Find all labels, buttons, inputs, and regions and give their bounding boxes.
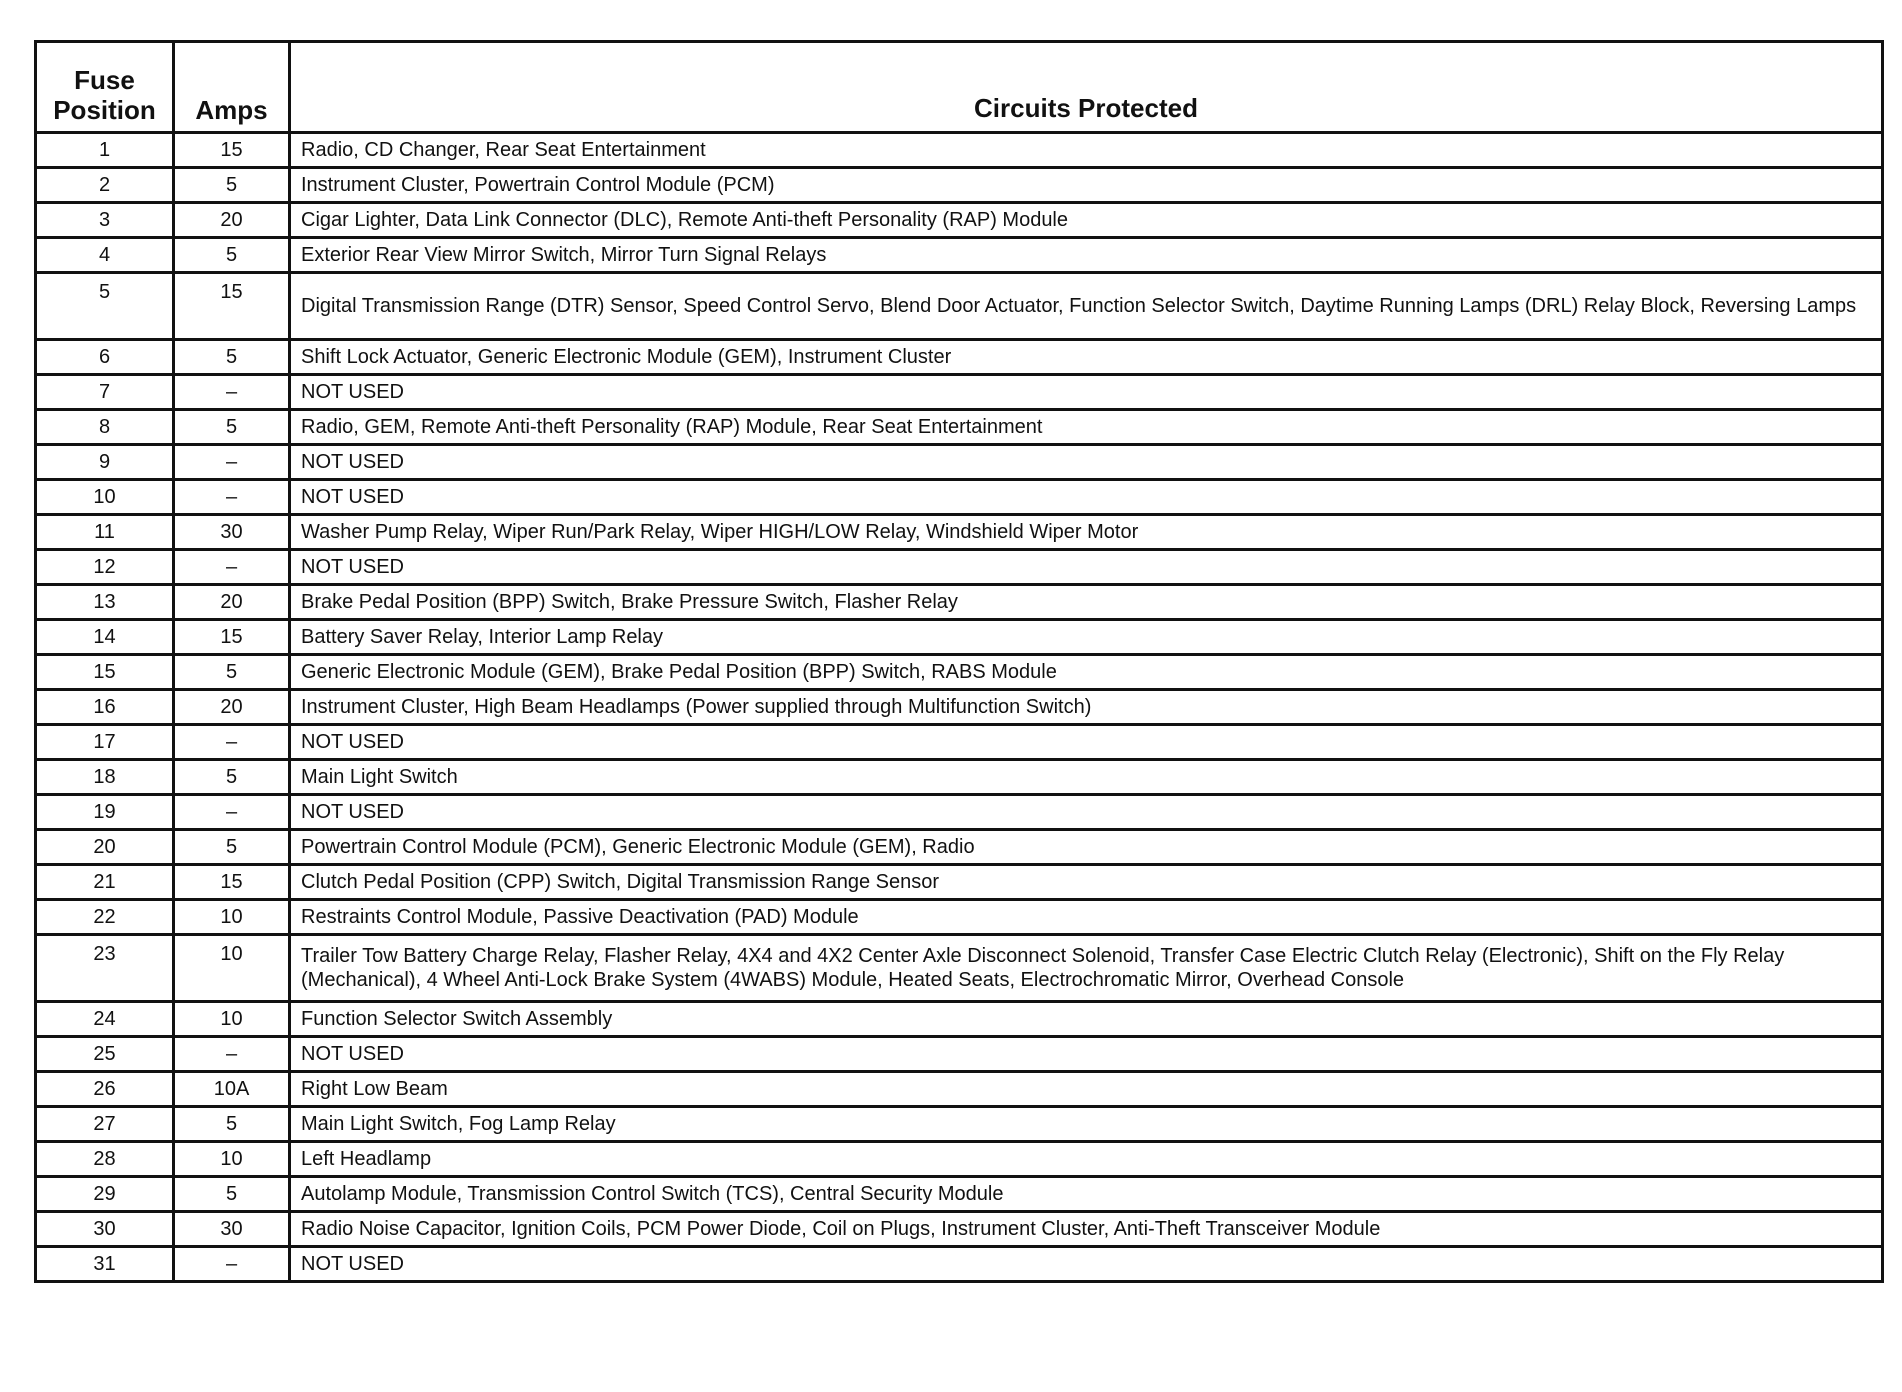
table-row [36, 445, 1883, 480]
fuse-position-cell: 1 [36, 133, 174, 168]
amps-cell: 20 [174, 203, 290, 238]
table-row [36, 203, 1883, 238]
circuits-protected-cell: Exterior Rear View Mirror Switch, Mirror Turn Signal Relays [290, 238, 1883, 273]
amps-cell: 5 [174, 410, 290, 445]
fuse-position-cell: 24 [36, 1002, 174, 1037]
circuits-protected-cell: Shift Lock Actuator, Generic Electronic Module (GEM), Instrument Cluster [290, 340, 1883, 375]
amps-cell: 10 [174, 1002, 290, 1037]
fuse-position-cell: 21 [36, 865, 174, 900]
circuits-protected-cell: Instrument Cluster, High Beam Headlamps (Power supplied through Multifunction Switch) [290, 690, 1883, 725]
fuse-position-cell: 20 [36, 830, 174, 865]
fuse-position-cell: 16 [36, 690, 174, 725]
amps-cell: – [174, 795, 290, 830]
fuse-position-cell: 30 [36, 1212, 174, 1247]
amps-cell: 5 [174, 340, 290, 375]
circuits-protected-cell: Digital Transmission Range (DTR) Sensor, Speed Control Servo, Blend Door Actuator, Function Selector Switch, Daytime Running Lamps (DRL) Relay Block, Reversing Lamps [290, 273, 1883, 340]
amps-cell: 30 [174, 1212, 290, 1247]
circuits-protected-cell: NOT USED [290, 1037, 1883, 1072]
table-row [36, 1212, 1883, 1247]
circuits-protected-cell: Generic Electronic Module (GEM), Brake Pedal Position (BPP) Switch, RABS Module [290, 655, 1883, 690]
table-row [36, 1142, 1883, 1177]
table-row [36, 655, 1883, 690]
fuse-position-cell: 7 [36, 375, 174, 410]
circuits-protected-cell: NOT USED [290, 375, 1883, 410]
amps-cell: 5 [174, 238, 290, 273]
amps-cell: 10 [174, 935, 290, 1002]
table-row [36, 585, 1883, 620]
amps-cell: 15 [174, 620, 290, 655]
header-fuse-position: Fuse Position [36, 42, 174, 133]
table-row [36, 550, 1883, 585]
circuits-protected-cell: NOT USED [290, 1247, 1883, 1282]
fuse-position-cell: 15 [36, 655, 174, 690]
fuse-position-cell: 22 [36, 900, 174, 935]
table-row [36, 935, 1883, 1002]
table-row [36, 238, 1883, 273]
circuits-protected-cell: Trailer Tow Battery Charge Relay, Flasher Relay, 4X4 and 4X2 Center Axle Disconnect Solenoid, Transfer Case Electric Clutch Relay (Electronic), Shift on the Fly Relay (Mechanical), 4 Wheel Anti-Lock Brake System (4WABS) Module, Heated Seats, Electrochromatic Mirror, Overhead Console [290, 935, 1883, 1002]
table-row [36, 273, 1883, 340]
table-row [36, 340, 1883, 375]
table-row [36, 1002, 1883, 1037]
header-circuits-protected: Circuits Protected [290, 42, 1883, 133]
fuse-position-cell: 29 [36, 1177, 174, 1212]
table-row [36, 690, 1883, 725]
amps-cell: 5 [174, 1177, 290, 1212]
circuits-protected-cell: Battery Saver Relay, Interior Lamp Relay [290, 620, 1883, 655]
circuits-protected-cell: Function Selector Switch Assembly [290, 1002, 1883, 1037]
circuits-protected-cell: Washer Pump Relay, Wiper Run/Park Relay, Wiper HIGH/LOW Relay, Windshield Wiper Motor [290, 515, 1883, 550]
table-row [36, 1072, 1883, 1107]
fuse-position-cell: 26 [36, 1072, 174, 1107]
table-row [36, 1107, 1883, 1142]
fuse-position-cell: 4 [36, 238, 174, 273]
fuse-position-cell: 8 [36, 410, 174, 445]
table-row [36, 1037, 1883, 1072]
circuits-protected-cell: Cigar Lighter, Data Link Connector (DLC), Remote Anti-theft Personality (RAP) Module [290, 203, 1883, 238]
amps-cell: 15 [174, 273, 290, 340]
table-row [36, 1247, 1883, 1282]
fuse-position-cell: 10 [36, 480, 174, 515]
fuse-position-cell: 5 [36, 273, 174, 340]
amps-cell: 10A [174, 1072, 290, 1107]
circuits-protected-cell: Main Light Switch, Fog Lamp Relay [290, 1107, 1883, 1142]
amps-cell: 5 [174, 655, 290, 690]
fuse-position-cell: 11 [36, 515, 174, 550]
fuse-position-cell: 27 [36, 1107, 174, 1142]
amps-cell: 20 [174, 585, 290, 620]
fuse-table-body [36, 133, 1883, 1282]
amps-cell: – [174, 375, 290, 410]
amps-cell: – [174, 1037, 290, 1072]
fuse-position-cell: 23 [36, 935, 174, 1002]
table-row [36, 865, 1883, 900]
circuits-protected-cell: NOT USED [290, 795, 1883, 830]
amps-cell: 5 [174, 168, 290, 203]
circuits-protected-cell: Right Low Beam [290, 1072, 1883, 1107]
table-row [36, 168, 1883, 203]
table-row [36, 410, 1883, 445]
table-row [36, 375, 1883, 410]
table-row [36, 760, 1883, 795]
table-row [36, 515, 1883, 550]
circuits-protected-cell: Instrument Cluster, Powertrain Control Module (PCM) [290, 168, 1883, 203]
circuits-protected-cell: Radio, GEM, Remote Anti-theft Personality (RAP) Module, Rear Seat Entertainment [290, 410, 1883, 445]
circuits-protected-cell: Radio, CD Changer, Rear Seat Entertainment [290, 133, 1883, 168]
circuits-protected-cell: Left Headlamp [290, 1142, 1883, 1177]
fuse-position-cell: 25 [36, 1037, 174, 1072]
fuse-table [34, 40, 1884, 1283]
table-row [36, 725, 1883, 760]
amps-cell: 30 [174, 515, 290, 550]
fuse-position-cell: 31 [36, 1247, 174, 1282]
table-row [36, 795, 1883, 830]
circuits-protected-cell: Powertrain Control Module (PCM), Generic Electronic Module (GEM), Radio [290, 830, 1883, 865]
fuse-position-cell: 19 [36, 795, 174, 830]
amps-cell: 10 [174, 900, 290, 935]
fuse-position-cell: 18 [36, 760, 174, 795]
fuse-position-cell: 9 [36, 445, 174, 480]
amps-cell: – [174, 1247, 290, 1282]
circuits-protected-cell: Radio Noise Capacitor, Ignition Coils, PCM Power Diode, Coil on Plugs, Instrument Cluster, Anti-Theft Transceiver Module [290, 1212, 1883, 1247]
circuits-protected-cell: Autolamp Module, Transmission Control Switch (TCS), Central Security Module [290, 1177, 1883, 1212]
fuse-position-cell: 28 [36, 1142, 174, 1177]
fuse-position-cell: 12 [36, 550, 174, 585]
amps-cell: 10 [174, 1142, 290, 1177]
amps-cell: – [174, 445, 290, 480]
amps-cell: – [174, 725, 290, 760]
table-row [36, 480, 1883, 515]
table-row [36, 1177, 1883, 1212]
circuits-protected-cell: Restraints Control Module, Passive Deactivation (PAD) Module [290, 900, 1883, 935]
circuits-protected-cell: NOT USED [290, 550, 1883, 585]
header-row [36, 42, 1883, 133]
fuse-position-cell: 17 [36, 725, 174, 760]
amps-cell: 5 [174, 830, 290, 865]
amps-cell: – [174, 550, 290, 585]
circuits-protected-cell: Main Light Switch [290, 760, 1883, 795]
circuits-protected-cell: NOT USED [290, 725, 1883, 760]
fuse-position-cell: 13 [36, 585, 174, 620]
amps-cell: 15 [174, 865, 290, 900]
amps-cell: 15 [174, 133, 290, 168]
header-amps: Amps [174, 42, 290, 133]
circuits-protected-cell: Clutch Pedal Position (CPP) Switch, Digital Transmission Range Sensor [290, 865, 1883, 900]
amps-cell: 5 [174, 760, 290, 795]
table-row [36, 900, 1883, 935]
amps-cell: 5 [174, 1107, 290, 1142]
table-row [36, 830, 1883, 865]
fuse-position-cell: 2 [36, 168, 174, 203]
fuse-position-cell: 6 [36, 340, 174, 375]
fuse-position-cell: 14 [36, 620, 174, 655]
circuits-protected-cell: NOT USED [290, 480, 1883, 515]
circuits-protected-cell: Brake Pedal Position (BPP) Switch, Brake Pressure Switch, Flasher Relay [290, 585, 1883, 620]
amps-cell: – [174, 480, 290, 515]
circuits-protected-cell: NOT USED [290, 445, 1883, 480]
table-row [36, 620, 1883, 655]
table-row [36, 133, 1883, 168]
amps-cell: 20 [174, 690, 290, 725]
fuse-position-cell: 3 [36, 203, 174, 238]
